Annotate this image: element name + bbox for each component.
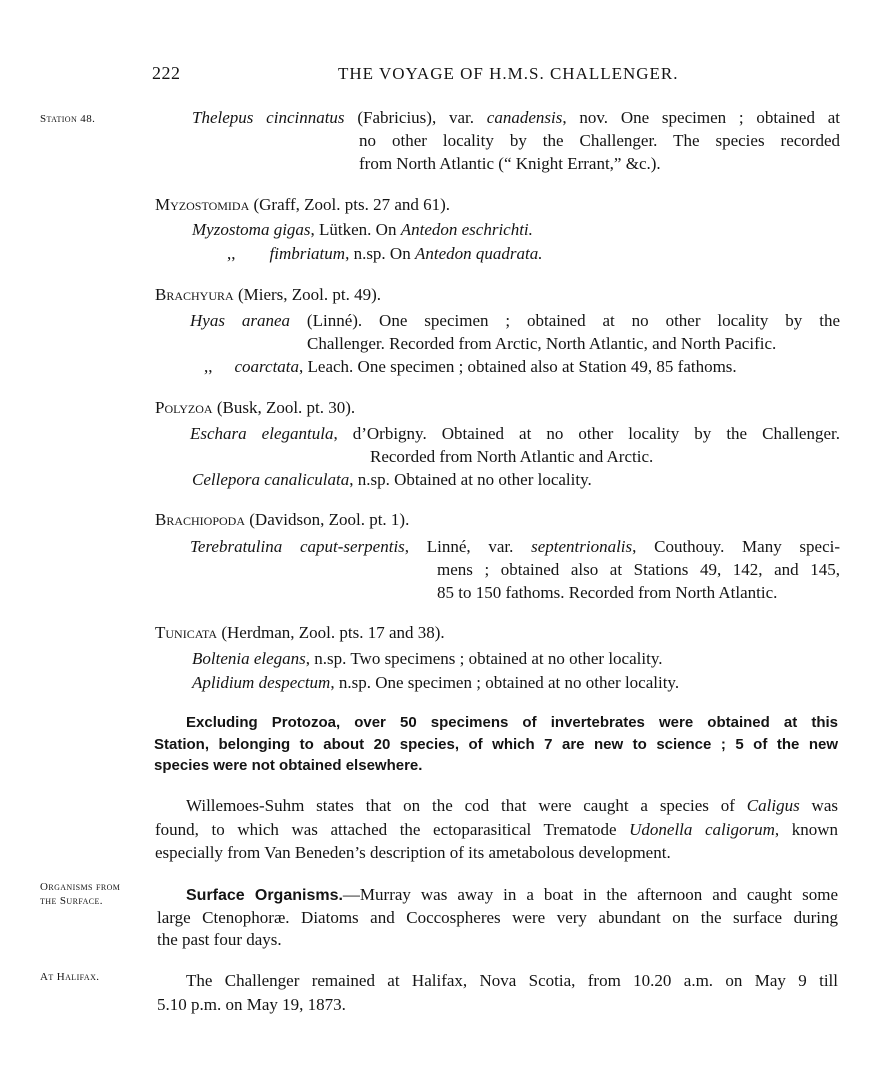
surface-line1 (186, 883, 838, 906)
hyas-aranea-line2: Challenger. Recorded from Arctic, North Atlantic, and North Pacific. (307, 334, 777, 353)
margin-note-station: Station 48. (40, 113, 96, 125)
group-name: Tunicata (155, 623, 218, 642)
summary-line3: species were not obtained elsewhere. (154, 757, 423, 774)
host-name: Antedon eschrichti. (400, 220, 533, 239)
willemoes-line3: especially from Van Beneden’s description of its ametabolous development. (155, 843, 671, 862)
text: found, to which was attached the ectoparasitical Trematode (155, 820, 630, 839)
section-heading-brachyura (155, 283, 381, 306)
text: (Graff, Zool. pts. 27 and 61). (249, 195, 451, 214)
text: , Linné, var. (404, 537, 532, 556)
section-heading-myzostomida (155, 193, 450, 216)
surface-line3: the past four days. (157, 930, 282, 949)
species-name: Terebratulina caput-serpentis (190, 537, 405, 556)
genus-name: Caligus (746, 796, 800, 815)
text: , known (774, 820, 839, 839)
eschara-line1 (190, 422, 840, 445)
text: , Lütken. On (310, 220, 401, 239)
page-number: 222 (152, 63, 181, 83)
thelepus-line2: no other locality by the Challenger. The species recorded (359, 131, 840, 150)
group-name: Myzostomida (155, 195, 250, 214)
species-name: Aplidium despectum (192, 673, 331, 692)
myzostoma-fimbriatum-line (227, 242, 542, 265)
ditto-mark: ,, (227, 244, 236, 263)
text: , n.sp. Obtained at no other locality. (349, 470, 592, 489)
willemoes-line2 (155, 818, 838, 841)
species-name: Boltenia elegans (192, 649, 306, 668)
species-name: Hyas aranea (190, 311, 291, 330)
halifax-line2: 5.10 p.m. on May 19, 1873. (157, 995, 346, 1014)
text: (Davidson, Zool. pt. 1). (245, 510, 410, 529)
species-name: coarctata (234, 357, 300, 376)
cellepora-line (192, 468, 592, 491)
variety-name: septentrionalis (531, 537, 633, 556)
text: —Murray was away in a boat in the afternoon and caught some (342, 885, 839, 904)
summary-line2: Station, belonging to about 20 species, of which 7 are new to science ; 5 of the new (154, 736, 838, 753)
text: (Herdman, Zool. pts. 17 and 38). (217, 623, 445, 642)
surface-line2: large Ctenophoræ. Diatoms and Coccospheres were very abundant on the surface during (157, 908, 838, 927)
margin-note-surface-line1: Organisms from (40, 881, 121, 893)
text: , d’Orbigny. Obtained at no other locality by the Challenger. (333, 424, 840, 443)
margin-note-surface-line2: the Surface. (40, 895, 103, 907)
text: was (799, 796, 838, 815)
text: (Busk, Zool. pt. 30). (212, 398, 356, 417)
host-name: Antedon quadrata. (414, 244, 543, 263)
section-heading-brachiopoda (155, 508, 409, 531)
group-name: Brachiopoda (155, 510, 246, 529)
section-heading-polyzoa (155, 396, 355, 419)
text: , n.sp. Two specimens ; obtained at no other locality. (305, 649, 663, 668)
species-name: Thelepus cincinnatus (192, 108, 345, 127)
terebratulina-line2: mens ; obtained also at Stations 49, 142, and 145, (437, 560, 840, 579)
text: , n.sp. One specimen ; obtained at no other locality. (330, 673, 680, 692)
species-name: Myzostoma gigas (192, 220, 311, 239)
text: , Couthouy. Many speci- (632, 537, 840, 556)
eschara-line2: Recorded from North Atlantic and Arctic. (370, 447, 654, 466)
section-heading-tunicata (155, 621, 445, 644)
thelepus-line1 (192, 106, 840, 129)
running-title: THE VOYAGE OF H.M.S. CHALLENGER. (338, 64, 679, 83)
species-name: Cellepora canaliculata (192, 470, 350, 489)
text: , nov. One specimen ; obtained at (562, 108, 841, 127)
myzostoma-gigas-line (192, 218, 533, 241)
species-name: Eschara elegantula (190, 424, 334, 443)
margin-note-halifax: At Halifax. (40, 971, 100, 983)
hyas-aranea-line1 (190, 309, 840, 332)
text: (Miers, Zool. pt. 49). (233, 285, 382, 304)
text: (Fabricius), var. (344, 108, 487, 127)
text: , Leach. One specimen ; obtained also at Station 49, 85 fathoms. (299, 357, 737, 376)
ditto-mark: ,, (204, 357, 213, 376)
halifax-line1: The Challenger remained at Halifax, Nova Scotia, from 10.20 a.m. on May 9 till (186, 971, 838, 990)
aplidium-line (192, 671, 679, 694)
group-name: Brachyura (155, 285, 234, 304)
summary-line1: Excluding Protozoa, over 50 specimens of invertebrates were obtained at this (186, 714, 838, 731)
terebratulina-line3: 85 to 150 fathoms. Recorded from North Atlantic. (437, 583, 778, 602)
text: , n.sp. On (345, 244, 415, 263)
species-name: Udonella caligorum (629, 820, 775, 839)
text: (Linné). One specimen ; obtained at no other locality by the (290, 311, 840, 330)
terebratulina-line1 (190, 535, 840, 558)
group-name: Polyzoa (155, 398, 213, 417)
variety-name: canadensis (486, 108, 563, 127)
species-name: fimbriatum (269, 244, 346, 263)
hyas-coarctata-line (204, 355, 737, 378)
thelepus-line3: from North Atlantic (“ Knight Errant,” &c.). (359, 154, 661, 173)
willemoes-line1 (186, 794, 838, 817)
text: Willemoes-Suhm states that on the cod that were caught a species of (186, 796, 747, 815)
surface-heading: Surface Organisms. (186, 887, 343, 904)
boltenia-line (192, 647, 662, 670)
